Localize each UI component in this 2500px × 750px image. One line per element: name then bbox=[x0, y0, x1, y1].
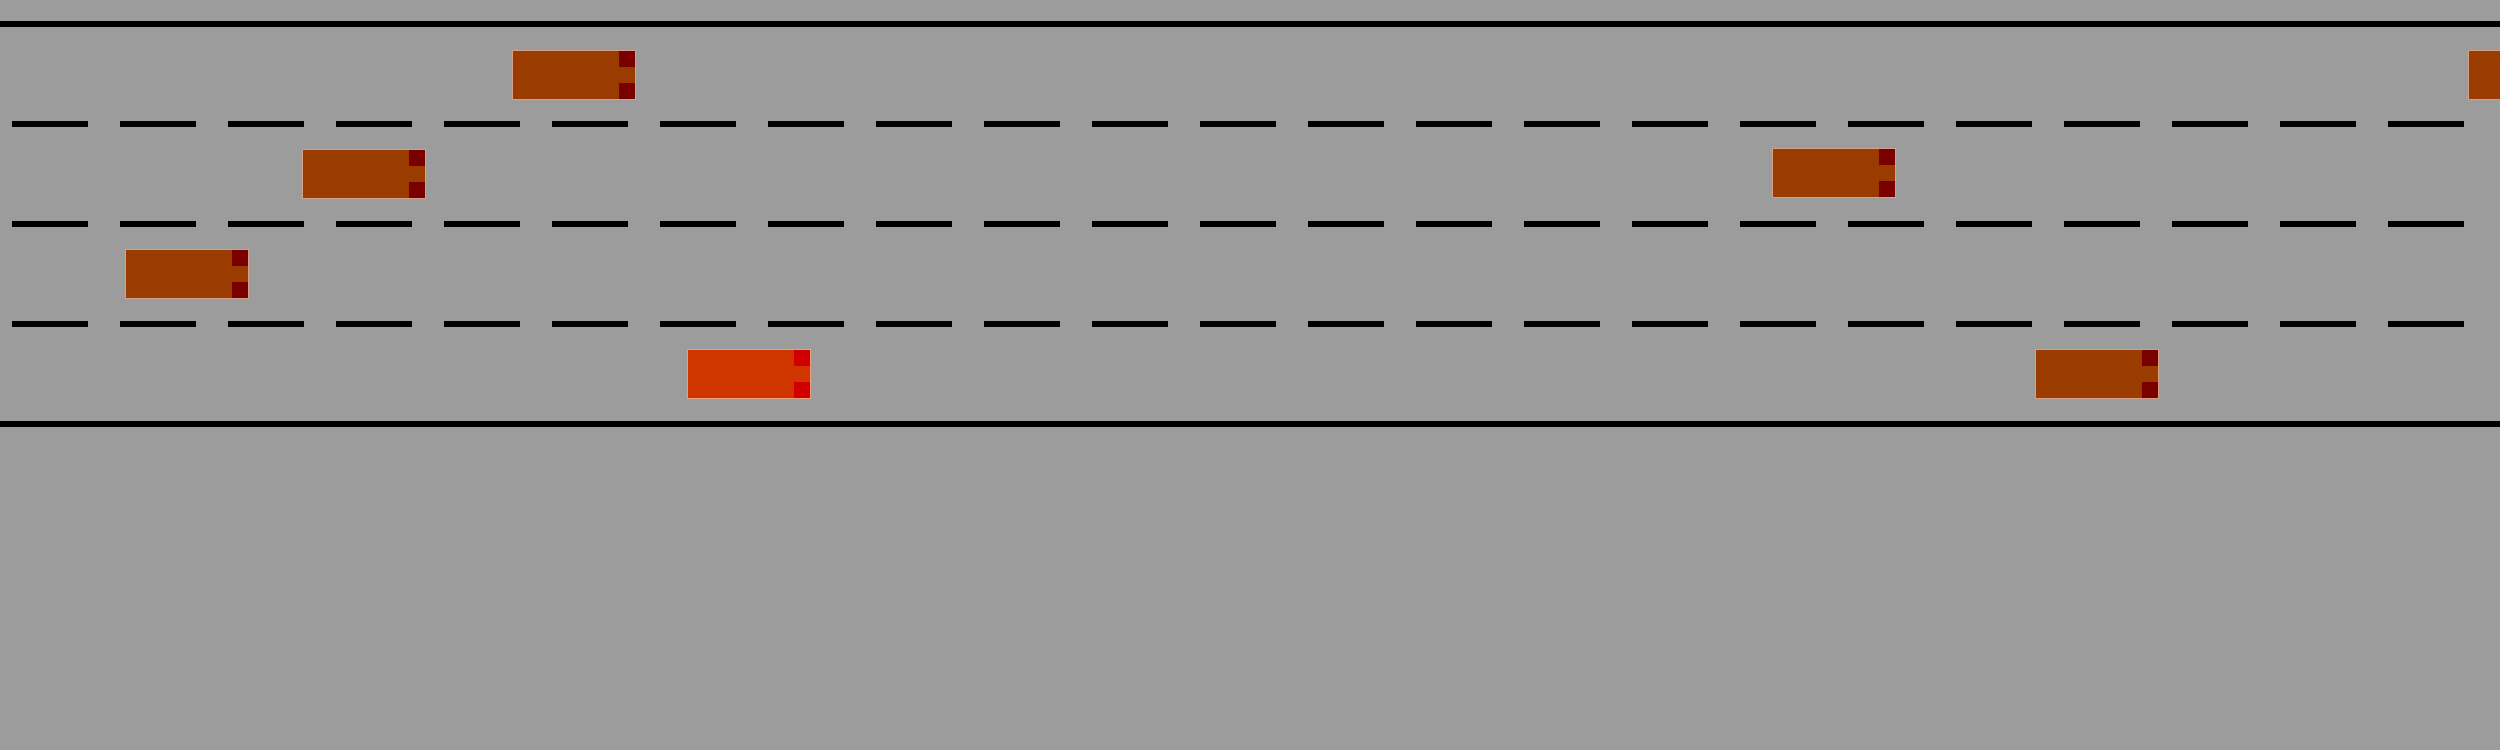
vehicle-lane2-a bbox=[302, 149, 426, 199]
headlight-icon bbox=[409, 150, 425, 166]
headlight-icon bbox=[794, 350, 810, 366]
vehicle-lane2-b bbox=[1772, 148, 1896, 198]
headlight-icon bbox=[1879, 149, 1895, 165]
headlight-icon bbox=[2142, 350, 2158, 366]
headlight-icon bbox=[2142, 382, 2158, 398]
vehicle-lane1-b bbox=[2468, 50, 2500, 100]
headlight-icon bbox=[409, 182, 425, 198]
vehicle-lane4-b bbox=[2035, 349, 2159, 399]
headlight-icon bbox=[1879, 181, 1895, 197]
lane-divider-3 bbox=[12, 321, 2472, 327]
headlight-icon bbox=[794, 382, 810, 398]
headlight-icon bbox=[619, 83, 635, 99]
headlight-icon bbox=[232, 250, 248, 266]
headlight-icon bbox=[619, 51, 635, 67]
lane-divider-1 bbox=[12, 121, 2472, 127]
lane-divider-2 bbox=[12, 221, 2472, 227]
vehicle-lane3-a bbox=[125, 249, 249, 299]
road-edge-top bbox=[0, 21, 2500, 27]
road-edge-bottom bbox=[0, 421, 2500, 427]
headlight-icon bbox=[232, 282, 248, 298]
vehicle-lane1-a bbox=[512, 50, 636, 100]
ego-vehicle bbox=[687, 349, 811, 399]
